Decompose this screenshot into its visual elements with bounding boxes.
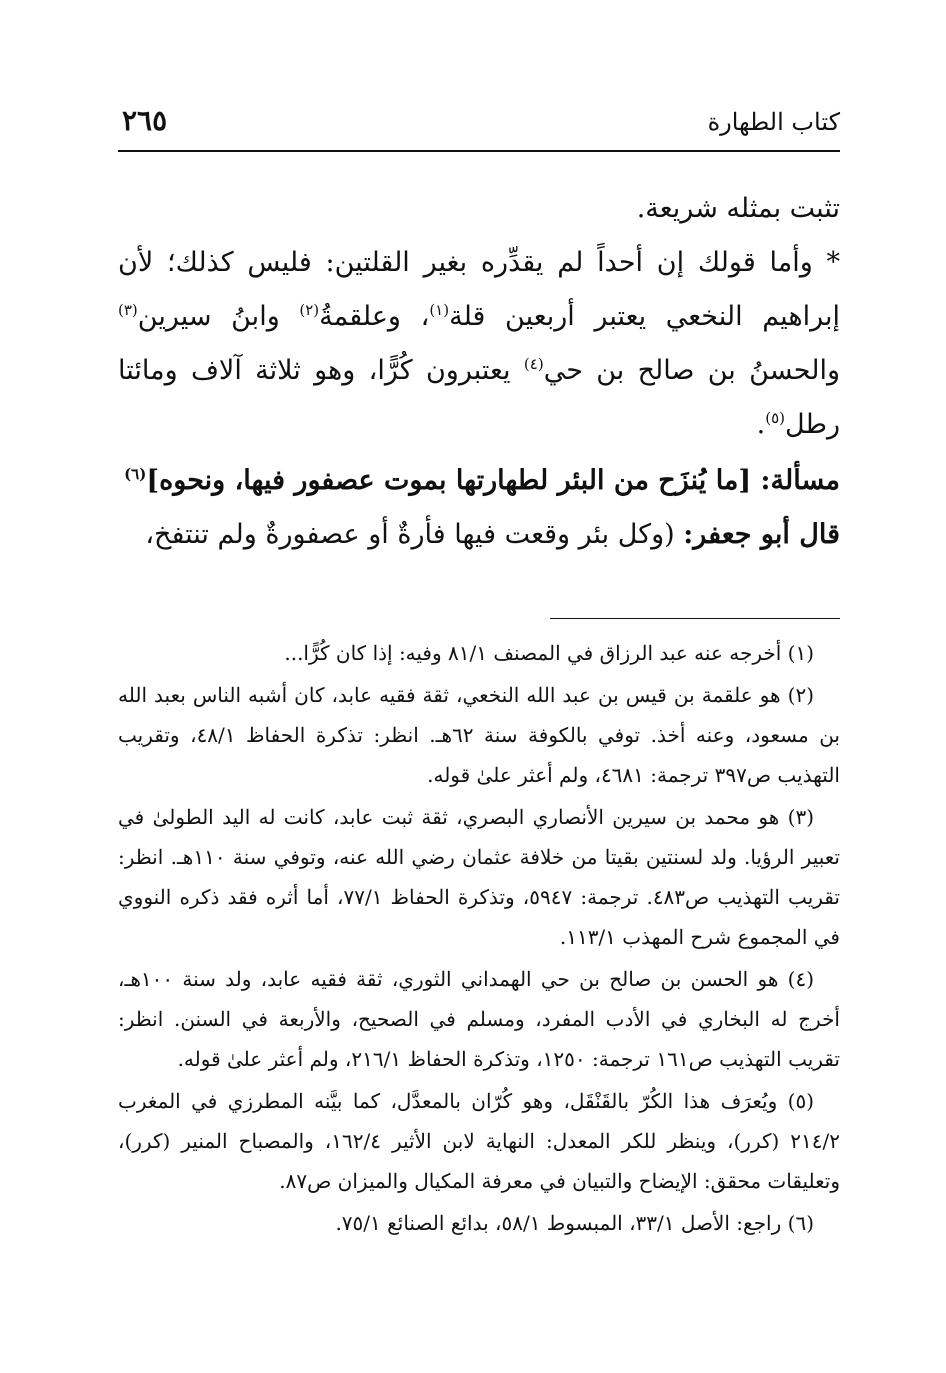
- footnotes: [118, 633, 840, 1243]
- footnote-2: (٢) هو علقمة بن قيس بن عبد الله النخعي، ثقة فقيه عابد، كان أشبه الناس بعبد الله بن مسعود، وعنه أخذ. توفي بالكوفة سنة ٦٢هـ. انظر: تذكرة الحفاظ ٤٨/١، وتقريب التهذيب ص٣٩٧ ترجمة: ٤٦٨١، ولم أعثر علىٰ قوله.: [118, 683, 840, 787]
- page-number: ٢٦٥: [122, 104, 168, 137]
- main-text: [118, 182, 840, 562]
- issue-heading: [118, 454, 840, 508]
- speaker-label: قال أبو جعفر:: [683, 519, 840, 550]
- main-paragraph-3: [118, 508, 840, 562]
- footnote-separator: [550, 618, 840, 619]
- footnote-6: (٦) راجع: الأصل ٣٣/١، المبسوط ٥٨/١، بدائع الصنائع ٧٥/١.: [335, 1211, 814, 1235]
- footnote-5: (٥) ويُعرَف هذا الكُرّ بالقَنْقَل، وهو كُرّان بالمعدَّل، كما بيَّنه المطرزي في المغرب ٢١٤/٢ (كرر)، وينظر للكر المعدل: النهاية لابن الأثير ١٦٢/٤، والمصباح المنير (كرر)، وتعليقات محقق: الإيضاح والتبيان في معرفة المكيال والميزان ص٨٧.: [118, 1089, 841, 1193]
- main-paragraph-2-part-e: يعتبرون كُرًّا، وهو ثلاثة آلاف ومائتا رطل: [118, 355, 840, 440]
- running-header: [118, 98, 840, 152]
- footnote-ref-5[interactable]: (٥): [765, 409, 786, 427]
- footnote-ref-2[interactable]: (٢): [299, 301, 320, 319]
- main-paragraph-2-part-d: والحسنُ بن صالح بن حي: [543, 355, 840, 386]
- footnote-4: (٤) هو الحسن بن صالح بن حي الهمداني الثوري، ثقة فقيه عابد، ولد سنة ١٠٠هـ، أخرج له البخاري في الأدب المفرد، ومسلم في الصحيح، والأربعة في السنن. انظر: تقريب التهذيب ص١٦١ ترجمة: ١٢٥٠، وتذكرة الحفاظ ٢١٦/١، ولم أعثر علىٰ قوله.: [118, 967, 840, 1071]
- chapter-title: كتاب الطهارة: [707, 108, 840, 136]
- issue-heading-text: مسألة: [ما يُنزَح من البئر لطهارتها بموت عصفور فيها، ونحوه]: [146, 465, 840, 496]
- main-paragraph-3-text: (وكل بئر وقعت فيها فأرةٌ أو عصفورةٌ ولم تنتفخ،: [145, 519, 684, 550]
- main-paragraph-2-part-a: * وأما قولك إن أحداً لم يقدِّره بغير القلتين: فليس كذلك؛ لأن إبراهيم النخعي يعتبر أربعين قلة: [118, 247, 840, 332]
- footnote-ref-6[interactable]: (٦): [124, 465, 147, 483]
- main-paragraph-2-part-f: .: [756, 409, 766, 440]
- main-paragraph-1: تثبت بمثله شريعة.: [636, 193, 840, 224]
- footnote-ref-4[interactable]: (٤): [523, 355, 544, 373]
- book-page: [118, 98, 840, 1245]
- footnote-1: (١) أخرجه عنه عبد الرزاق في المصنف ٨١/١ وفيه: إذا كان كُرًّا...: [284, 641, 814, 665]
- main-paragraph-2-part-c: وابنُ سيرين: [137, 301, 300, 332]
- footnote-ref-1[interactable]: (١): [429, 301, 450, 319]
- footnote-3: (٣) هو محمد بن سيرين الأنصاري البصري، ثقة ثبت عابد، كانت له اليد الطولىٰ في تعبير الرؤيا. ولد لسنتين بقيتا من خلافة عثمان رضي الله عنه، وتوفي سنة ١١٠هـ. انظر: تقريب التهذيب ص٤٨٣. ترجمة: ٥٩٤٧، وتذكرة الحفاظ ٧٧/١، أما أثره فقد ذكره النووي في المجموع شرح المهذب ١١٣/١.: [118, 805, 840, 949]
- main-paragraph-2: [118, 236, 840, 452]
- footnote-ref-3[interactable]: (٣): [118, 301, 138, 319]
- main-paragraph-2-part-b: ، وعلقمةُ: [319, 301, 430, 332]
